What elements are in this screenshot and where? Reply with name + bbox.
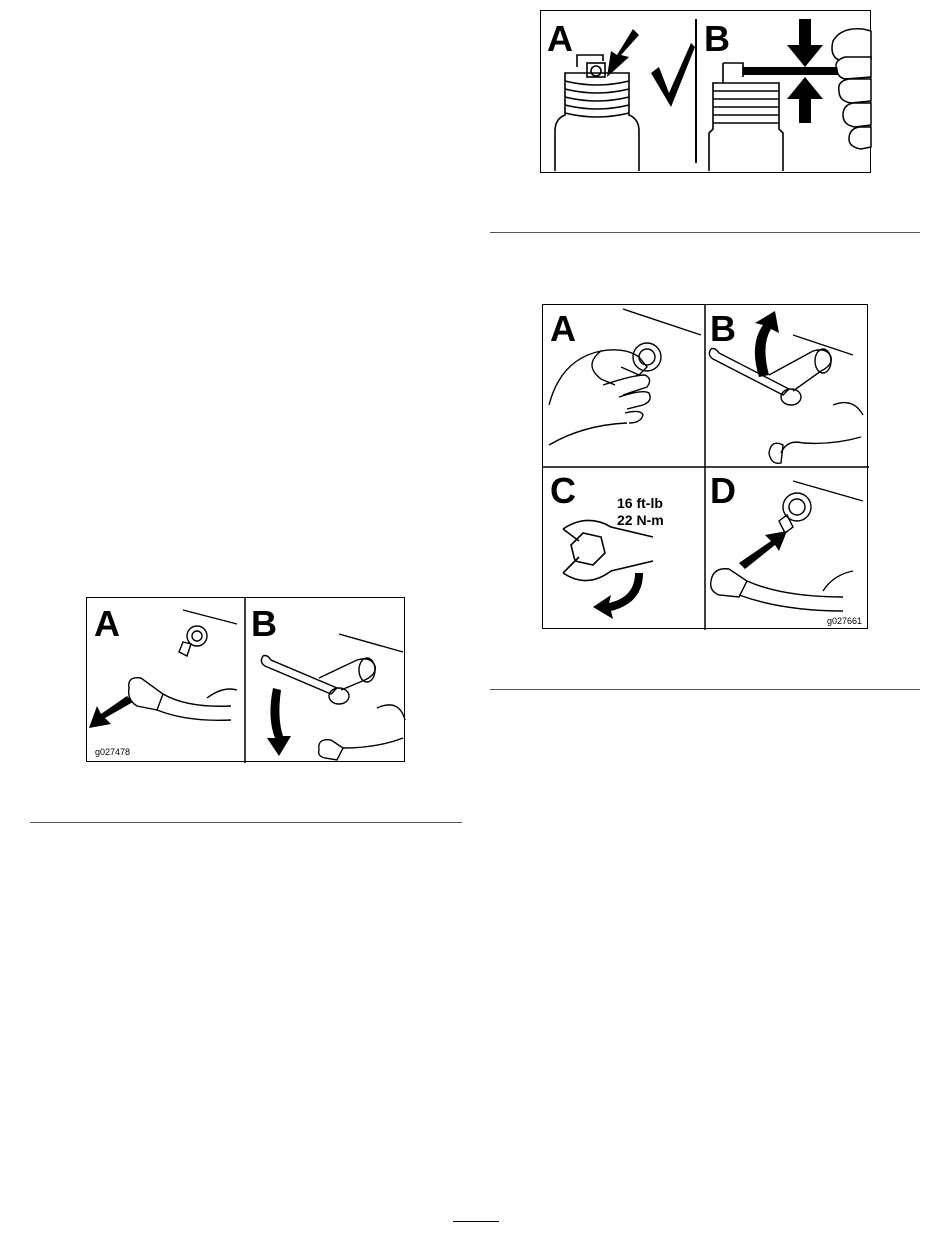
wrench-c-icon xyxy=(563,520,653,580)
section-divider xyxy=(490,232,920,233)
figure-code: g027661 xyxy=(827,616,863,626)
curved-arrow-down-icon xyxy=(593,573,643,619)
panel-a-label: A xyxy=(94,603,120,644)
spark-plug-install-figure xyxy=(542,304,868,629)
curved-arrow-up-icon xyxy=(755,311,779,377)
curved-arrow-down-icon xyxy=(267,688,291,756)
section-divider xyxy=(30,822,462,823)
fingers-icon xyxy=(832,29,871,149)
section-divider xyxy=(490,689,920,690)
arrow-a-icon xyxy=(89,696,133,728)
spark-plug-remove-figure xyxy=(86,597,405,762)
check-mark-icon xyxy=(651,43,695,107)
spark-plug-install-illustration xyxy=(543,305,869,630)
panel-b-label: B xyxy=(251,603,277,644)
figure-code: g027478 xyxy=(95,747,131,757)
arrow-down-icon xyxy=(787,19,823,67)
torque-spec-ftlb: 16 ft-lb xyxy=(617,495,663,511)
arrow-up-icon xyxy=(787,77,823,123)
panel-a-label: A xyxy=(550,308,576,349)
panel-b-label: B xyxy=(704,18,730,59)
panel-a-label: A xyxy=(547,18,573,59)
spark-plug-remove-illustration xyxy=(87,598,406,763)
torque-spec-nm: 22 N-m xyxy=(617,512,664,528)
spark-plug-b-icon xyxy=(709,63,783,171)
page-number-rule xyxy=(453,1221,499,1222)
spark-plug-a-icon xyxy=(555,55,639,171)
panel-b-label: B xyxy=(710,308,736,349)
ratchet-b-icon xyxy=(709,335,863,463)
arrow-icon xyxy=(607,29,639,77)
panel-c-label: C xyxy=(550,470,576,511)
arrow-d-icon xyxy=(739,531,787,569)
spark-plug-a-icon xyxy=(129,610,237,720)
spark-plug-gap-figure xyxy=(540,10,871,173)
panel-d-label: D xyxy=(710,470,736,511)
